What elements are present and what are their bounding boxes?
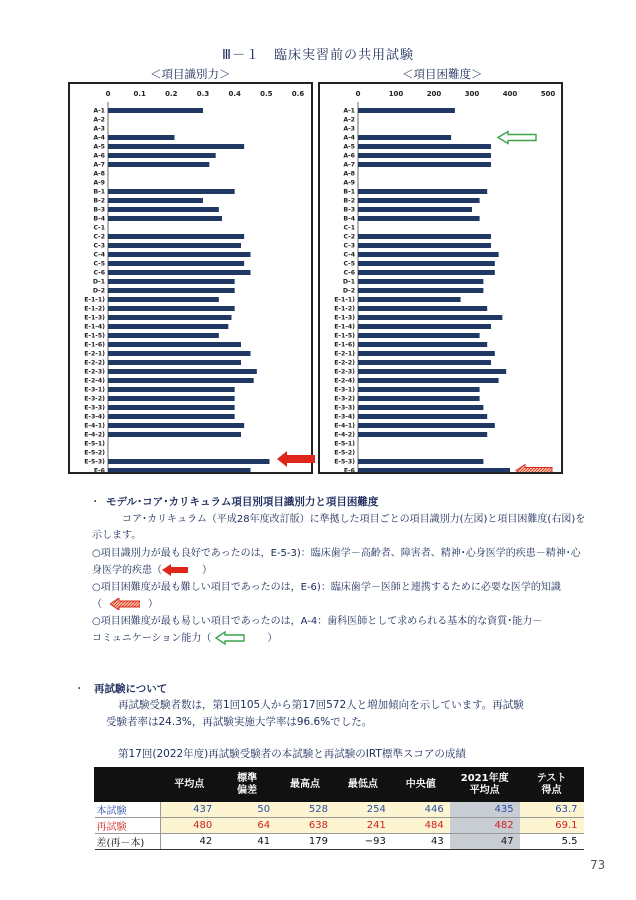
axis-tick-label: 300	[464, 90, 480, 98]
difficulty-hardest-line1: ○項目困難度が最も難しい項目であったのは，E-6)：臨床歯学－医師と連携するために必要な医学的知識	[92, 582, 561, 593]
bar	[358, 378, 499, 383]
bar	[358, 189, 487, 194]
bar	[358, 468, 510, 472]
bar	[108, 369, 257, 374]
bar	[108, 342, 241, 347]
table-cell: 435	[450, 802, 520, 818]
category-label: C-3	[343, 242, 355, 250]
bar	[108, 297, 219, 302]
bar	[358, 432, 487, 437]
discrimination-chart-svg	[70, 84, 311, 472]
bar	[108, 216, 222, 221]
category-label: A-3	[343, 125, 355, 133]
category-label: E-1-4)	[334, 323, 355, 331]
bar	[108, 360, 241, 365]
difficulty-easiest-line2	[92, 630, 277, 648]
category-label: D-1	[92, 278, 105, 286]
difficulty-chart-svg	[320, 84, 561, 472]
category-label: E-3-3)	[84, 404, 105, 412]
table-cell: 50	[218, 802, 276, 818]
category-label: E-4-1)	[334, 422, 355, 430]
section-core-intro-line2: 示します。	[92, 530, 142, 541]
section-retest-title: 再試験について	[94, 683, 168, 695]
table-header-row	[95, 768, 584, 802]
category-label: A-7	[93, 161, 105, 169]
bar	[358, 405, 483, 410]
category-label: E-3-2)	[84, 395, 105, 403]
bar	[108, 108, 203, 113]
category-label: B-2	[93, 197, 105, 205]
axis-tick-label: 400	[502, 90, 518, 98]
green-arrow-icon	[215, 631, 245, 645]
category-label: E-2-1)	[334, 350, 355, 358]
bar	[108, 387, 235, 392]
section-core-intro-line1: コア･カリキュラム（平成28年度改訂版）に準拠した項目ごとの項目識別力(左図)と項目困難度(右図)を	[122, 514, 586, 525]
table-title: 第17回(2022年度)再試験受験者の本試験と再試験のIRT標準スコアの成績	[118, 748, 466, 760]
bar	[358, 333, 480, 338]
table-cell: 484	[392, 818, 450, 834]
bar	[358, 342, 487, 347]
category-label: B-3	[343, 206, 355, 214]
discrimination-best-line2	[92, 562, 212, 580]
table-cell: 638	[276, 818, 334, 834]
table-header-cell: 中央値	[392, 768, 450, 802]
category-label: E-3-4)	[334, 413, 355, 421]
category-label: E-1-4)	[84, 323, 105, 331]
axis-tick-label: 500	[540, 90, 556, 98]
category-label: E-2-4)	[334, 377, 355, 385]
table-cell: 5.5	[520, 834, 584, 850]
page-number: 73	[590, 858, 606, 872]
bar	[108, 459, 270, 464]
category-label: E-2-3)	[334, 368, 355, 376]
category-label: E-2-3)	[84, 368, 105, 376]
category-label: E-2-2)	[334, 359, 355, 367]
category-label: C-2	[93, 233, 105, 241]
row-label: 差(再－本)	[95, 834, 161, 850]
bar	[358, 288, 483, 293]
table-cell: 41	[218, 834, 276, 850]
category-label: A-9	[93, 179, 105, 187]
axis-tick-label: 0.5	[260, 90, 273, 98]
category-label: E-3-2)	[334, 395, 355, 403]
category-label: A-4	[343, 134, 355, 142]
axis-tick-label: 0	[105, 90, 111, 98]
bar	[358, 252, 499, 257]
bar	[108, 144, 244, 149]
category-label: E-4-2)	[84, 431, 105, 439]
category-label: E-2-2)	[84, 359, 105, 367]
category-label: E-4-1)	[84, 422, 105, 430]
bar	[108, 306, 235, 311]
axis-tick-label: 0	[355, 90, 361, 98]
bar	[358, 234, 491, 239]
category-label: A-1	[93, 107, 105, 115]
chart-left-title: ＜項目識別力＞	[150, 67, 231, 81]
bullet-mark: ・	[90, 496, 101, 508]
bar	[108, 162, 209, 167]
category-label: A-4	[93, 134, 105, 142]
category-label: C-6	[343, 269, 355, 277]
axis-tick-label: 0.4	[228, 90, 241, 98]
category-label: E-4-2)	[334, 431, 355, 439]
category-label: E-3-1)	[334, 386, 355, 394]
table-header-cell	[95, 768, 161, 802]
category-label: A-2	[93, 116, 105, 124]
bar	[358, 387, 480, 392]
bar	[358, 396, 480, 401]
category-label: A-3	[93, 125, 105, 133]
category-label: E-3-4)	[84, 413, 105, 421]
category-label: C-3	[93, 242, 105, 250]
table-cell: 42	[160, 834, 218, 850]
table-row	[95, 802, 584, 818]
table-cell: 69.1	[520, 818, 584, 834]
category-label: C-5	[93, 260, 105, 268]
bar	[358, 270, 495, 275]
red-arrow-icon	[162, 564, 188, 576]
category-label: A-8	[343, 170, 355, 178]
row-label: 再試験	[95, 818, 161, 834]
category-label: E-6	[343, 467, 355, 472]
category-label: E-5-2)	[84, 449, 105, 457]
category-label: B-2	[343, 197, 355, 205]
table-header-cell: テスト 得点	[520, 768, 584, 802]
category-label: E-5-3)	[334, 458, 355, 466]
bar	[108, 324, 228, 329]
category-label: E-1-5)	[84, 332, 105, 340]
table-header-cell: 2021年度 平均点	[450, 768, 520, 802]
category-label: C-2	[343, 233, 355, 241]
category-label: E-1-3)	[334, 314, 355, 322]
category-label: A-7	[343, 161, 355, 169]
bar	[108, 333, 219, 338]
table-cell: 528	[276, 802, 334, 818]
bar	[358, 279, 483, 284]
chart-right-title: ＜項目困難度＞	[402, 67, 483, 81]
difficulty-easiest-text: コミュニケーション能力（	[92, 633, 212, 644]
table-cell: 179	[276, 834, 334, 850]
table-header-cell: 最低点	[334, 768, 392, 802]
table-cell: 446	[392, 802, 450, 818]
score-table	[94, 767, 584, 850]
category-label: E-5-3)	[84, 458, 105, 466]
bar	[358, 216, 480, 221]
axis-tick-label: 0.2	[165, 90, 178, 98]
category-label: E-1-1)	[334, 296, 355, 304]
table-header-cell: 最高点	[276, 768, 334, 802]
category-label: E-1-6)	[84, 341, 105, 349]
category-label: C-4	[93, 251, 105, 259]
category-label: E-1-6)	[334, 341, 355, 349]
page-heading: Ⅲ－１ 臨床実習前の共用試験	[222, 48, 414, 63]
table-cell: 63.7	[520, 802, 584, 818]
bar	[358, 198, 480, 203]
bar	[358, 414, 487, 419]
category-label: E-5-2)	[334, 449, 355, 457]
category-label: B-4	[93, 215, 105, 223]
category-label: E-6	[93, 467, 105, 472]
bar	[108, 414, 235, 419]
category-label: C-6	[93, 269, 105, 277]
bar	[108, 423, 244, 428]
axis-tick-label: 0.3	[196, 90, 210, 98]
table-cell: 480	[160, 818, 218, 834]
bar	[358, 144, 491, 149]
table-cell: 64	[218, 818, 276, 834]
bar	[108, 315, 232, 320]
red-arrow-icon	[277, 451, 315, 467]
section-retest-line1: 再試験受験者数は，第1回105人から第17回572人と増加傾向を示しています。再試験	[118, 699, 524, 711]
row-label: 本試験	[95, 802, 161, 818]
category-label: E-1-2)	[84, 305, 105, 313]
axis-tick-label: 100	[388, 90, 404, 98]
category-label: D-2	[92, 287, 105, 295]
discrimination-best-line1: ○項目識別力が最も良好であったのは，E-5-3)：臨床歯学－高齢者、障害者、精神･心身医学的疾患－精神･心	[92, 548, 581, 559]
table-cell: 254	[334, 802, 392, 818]
bar	[108, 396, 235, 401]
table-cell: 47	[450, 834, 520, 850]
table-cell: 43	[392, 834, 450, 850]
bar	[108, 234, 244, 239]
table-header-cell: 標準 偏差	[218, 768, 276, 802]
category-label: A-9	[343, 179, 355, 187]
bar	[358, 108, 455, 113]
category-label: E-5-1)	[334, 440, 355, 448]
bar	[358, 207, 472, 212]
category-label: A-6	[93, 152, 105, 160]
category-label: A-5	[343, 143, 355, 151]
discrimination-best-close: ）	[202, 565, 212, 576]
category-label: A-2	[343, 116, 355, 124]
bar	[358, 162, 491, 167]
difficulty-hardest-line2	[92, 596, 158, 614]
hatched-red-arrow-icon	[516, 465, 552, 473]
bar	[358, 459, 483, 464]
difficulty-hardest-close: ）	[148, 599, 158, 610]
bar	[108, 207, 219, 212]
difficulty-hardest-open: （	[92, 599, 102, 610]
bar	[358, 351, 495, 356]
category-label: B-3	[93, 206, 105, 214]
category-label: E-1-5)	[334, 332, 355, 340]
axis-tick-label: 200	[426, 90, 442, 98]
bar	[358, 360, 491, 365]
bar	[108, 153, 216, 158]
category-label: E-1-1)	[84, 296, 105, 304]
category-label: E-2-1)	[84, 350, 105, 358]
category-label: D-2	[342, 287, 355, 295]
bar	[358, 369, 506, 374]
category-label: C-5	[343, 260, 355, 268]
bar	[358, 324, 491, 329]
category-label: E-1-2)	[334, 305, 355, 313]
bar	[358, 243, 491, 248]
bar	[108, 288, 235, 293]
category-label: D-1	[342, 278, 355, 286]
table-cell: 437	[160, 802, 218, 818]
category-label: C-4	[343, 251, 355, 259]
hatched-red-arrow-icon	[110, 598, 140, 610]
bar	[108, 351, 251, 356]
bar	[108, 270, 251, 275]
bullet-mark: ・	[74, 683, 85, 695]
category-label: C-1	[343, 224, 355, 232]
table-cell: 482	[450, 818, 520, 834]
bar	[108, 198, 203, 203]
axis-tick-label: 0.1	[133, 90, 146, 98]
category-label: E-1-3)	[84, 314, 105, 322]
bar	[358, 153, 491, 158]
bar	[358, 261, 495, 266]
bar	[108, 405, 235, 410]
bar	[108, 252, 251, 257]
bar	[108, 468, 251, 472]
axis-tick-label: 0.6	[291, 90, 305, 98]
green-arrow-icon	[498, 132, 536, 144]
bar	[108, 189, 235, 194]
discrimination-chart	[68, 82, 313, 474]
bar	[108, 279, 235, 284]
table-cell: 241	[334, 818, 392, 834]
category-label: A-6	[343, 152, 355, 160]
section-core-curriculum-title: モデル･コア･カリキュラム項目別項目識別力と項目困難度	[106, 496, 379, 508]
category-label: E-3-3)	[334, 404, 355, 412]
category-label: A-8	[93, 170, 105, 178]
bar	[108, 378, 254, 383]
discrimination-best-text: 身医学的疾患（	[92, 565, 162, 576]
category-label: E-5-1)	[84, 440, 105, 448]
section-retest-line2: 受験者率は24.3%，再試験実施大学率は96.6%でした。	[106, 716, 373, 728]
bar	[108, 135, 175, 140]
table-row	[95, 834, 584, 850]
bar	[108, 432, 241, 437]
table-cell: −93	[334, 834, 392, 850]
category-label: B-4	[343, 215, 355, 223]
bar	[108, 243, 241, 248]
category-label: C-1	[93, 224, 105, 232]
bar	[108, 261, 244, 266]
bar	[358, 423, 495, 428]
category-label: B-1	[343, 188, 355, 196]
category-label: B-1	[93, 188, 105, 196]
category-label: A-1	[343, 107, 355, 115]
table-header-cell: 平均点	[160, 768, 218, 802]
bar	[358, 306, 487, 311]
category-label: E-2-4)	[84, 377, 105, 385]
category-label: A-5	[93, 143, 105, 151]
bar	[358, 135, 451, 140]
bar	[358, 315, 502, 320]
table-row	[95, 818, 584, 834]
difficulty-easiest-line1: ○項目困難度が最も易しい項目であったのは，A-4：歯科医師として求められる基本的な資質･能力－	[92, 616, 543, 627]
bar	[358, 297, 461, 302]
difficulty-easiest-close: ）	[267, 633, 278, 644]
difficulty-chart	[318, 82, 563, 474]
category-label: E-3-1)	[84, 386, 105, 394]
